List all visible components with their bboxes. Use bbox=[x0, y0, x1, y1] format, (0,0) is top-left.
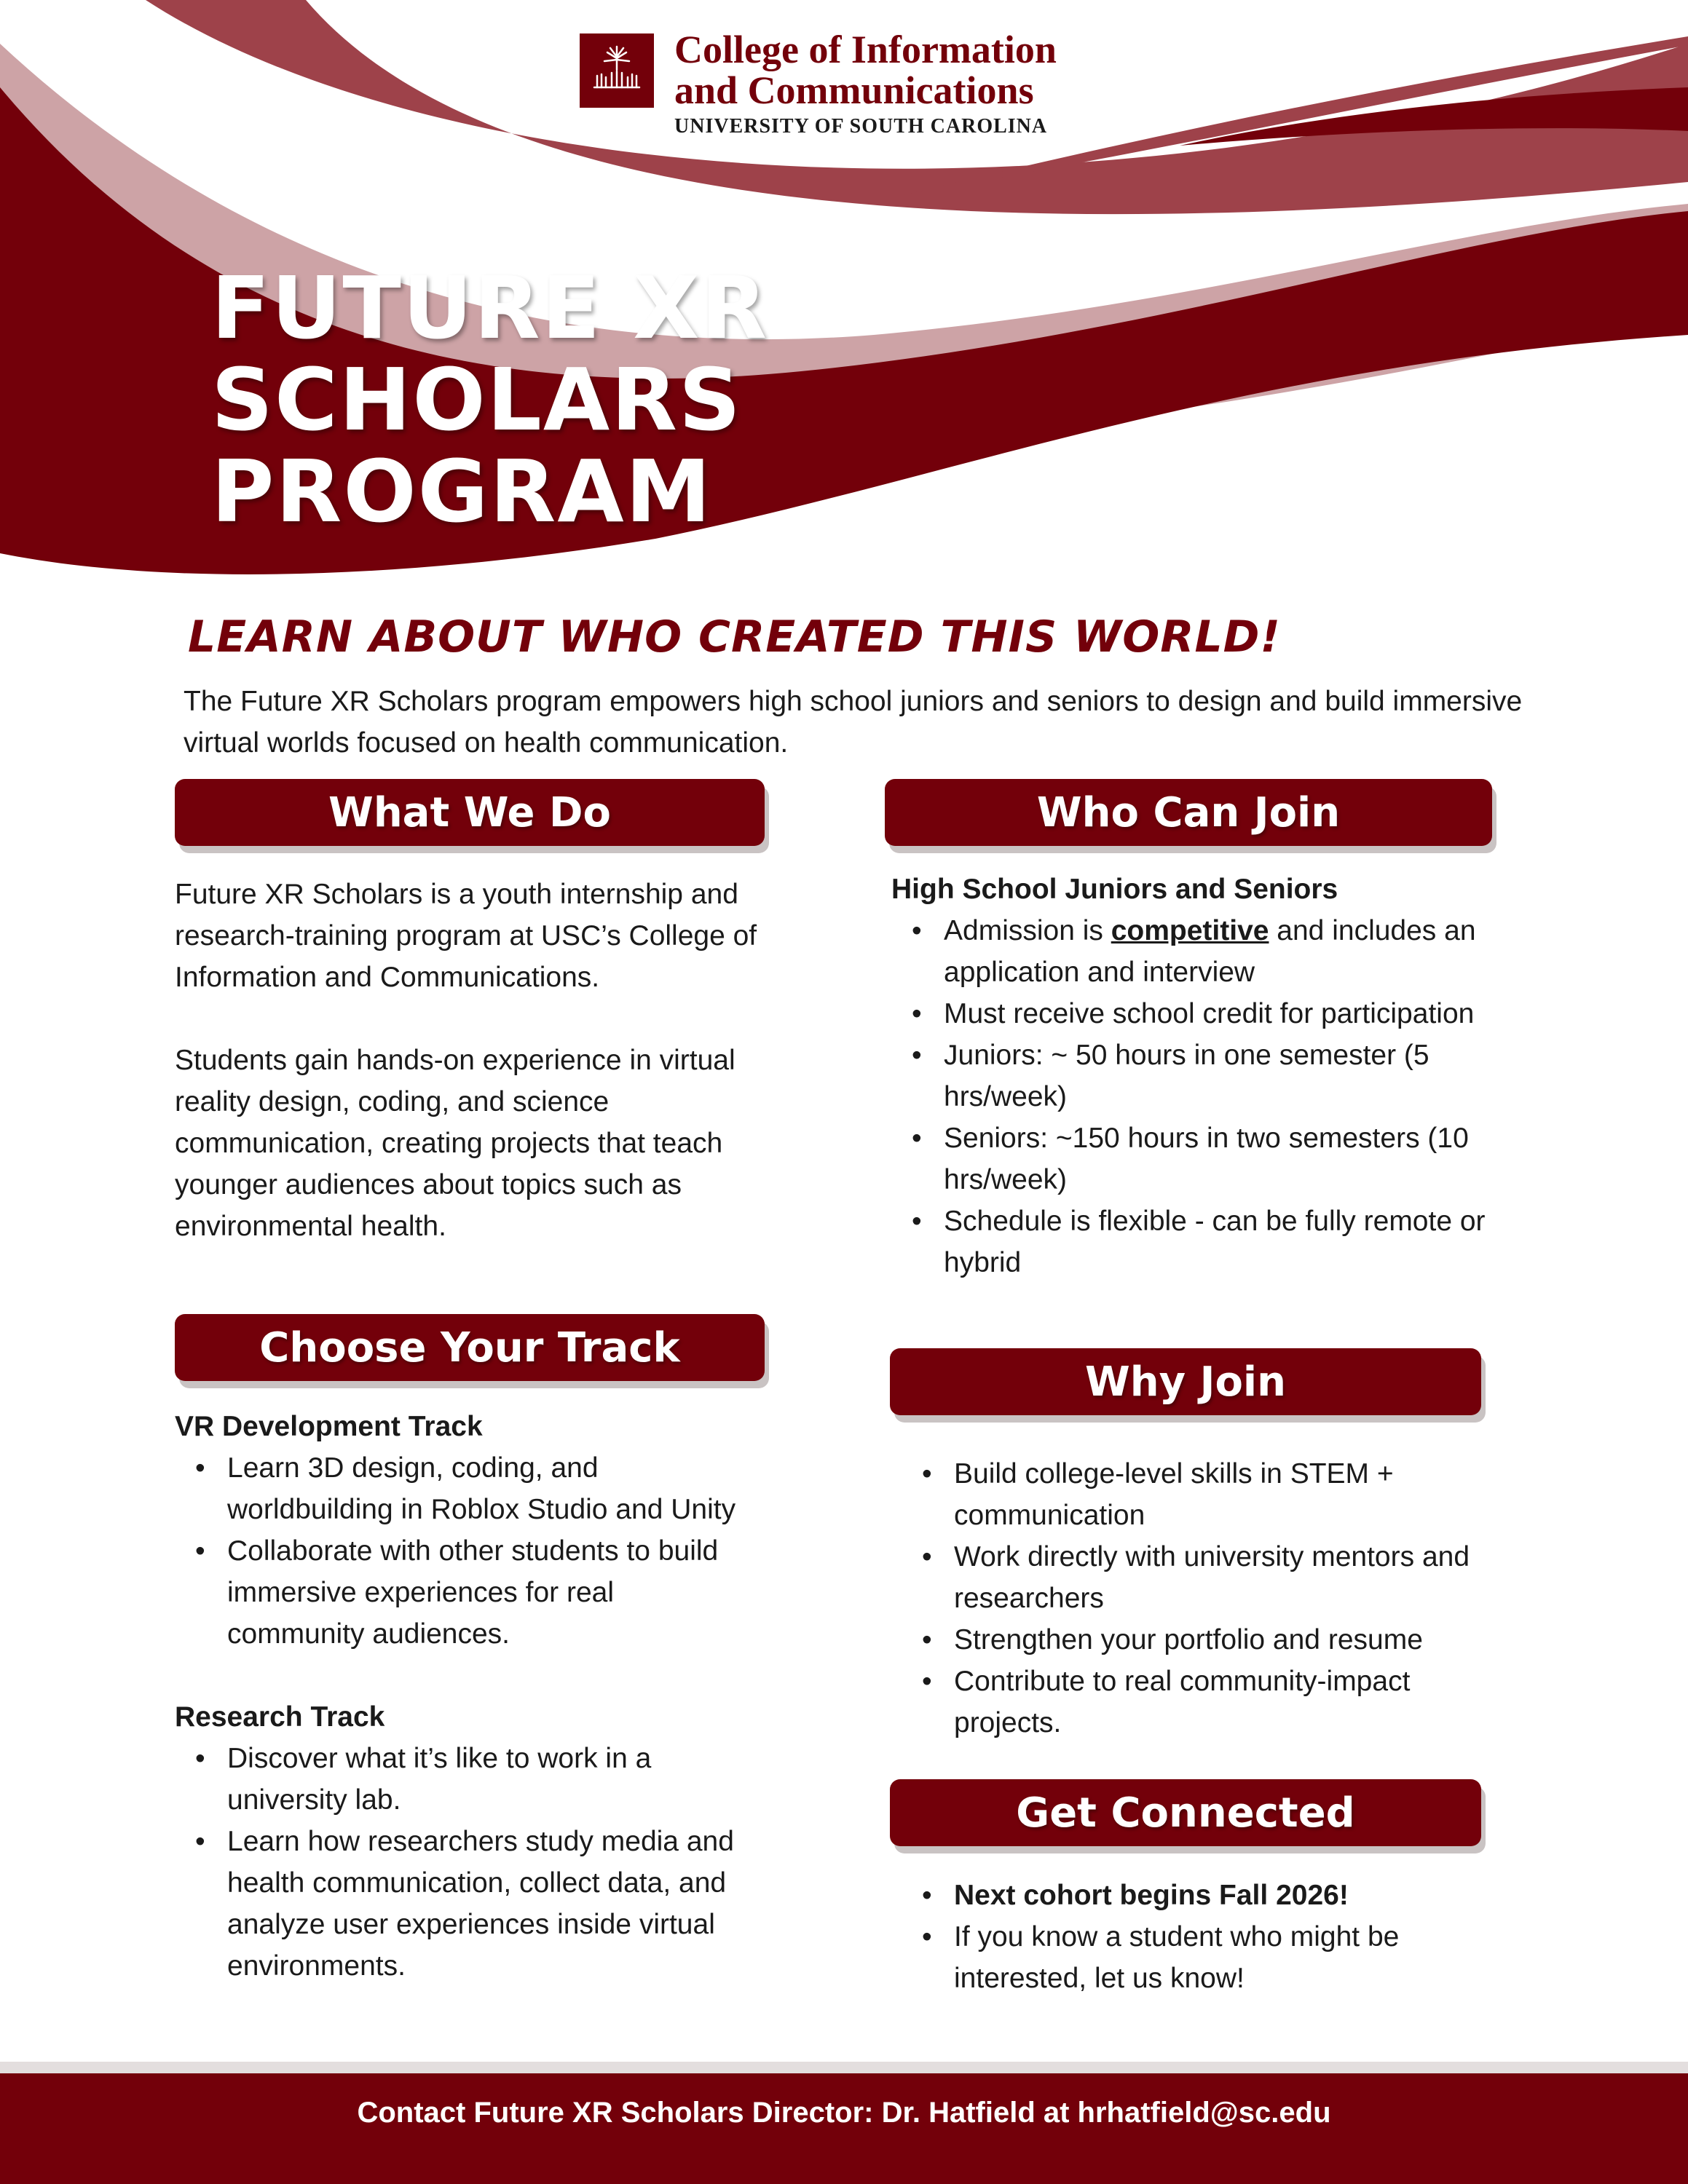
palmetto-tree-icon bbox=[588, 42, 645, 99]
list-item: • Seniors: ~150 hours in two semesters (10 hrs/week) bbox=[944, 1117, 1496, 1200]
list-item: • Learn 3D design, coding, and worldbuilding in Roblox Studio and Unity bbox=[227, 1447, 757, 1530]
who-can-join-list bbox=[891, 910, 1496, 1283]
research-track-title: Research Track bbox=[175, 1701, 385, 1733]
get-connected-section bbox=[902, 1875, 1491, 1999]
why-join-heading: Why Join bbox=[890, 1348, 1481, 1415]
bullet-icon: • bbox=[912, 998, 922, 1029]
bullet-icon: • bbox=[912, 1040, 922, 1071]
bullet-icon: • bbox=[922, 1458, 932, 1489]
bullet-icon: • bbox=[912, 1123, 922, 1154]
college-logo-mark bbox=[580, 33, 654, 108]
hero-title-line-1: FUTURE XR bbox=[211, 258, 769, 358]
get-connected-list bbox=[902, 1875, 1491, 1999]
list-item: • Strengthen your portfolio and resume bbox=[954, 1619, 1491, 1661]
list-item: • Juniors: ~ 50 hours in one semester (5 hrs/week) bbox=[944, 1034, 1496, 1117]
research-track-list bbox=[175, 1738, 757, 1987]
list-item: • Admission is competitive and includes an application and interview bbox=[944, 910, 1496, 993]
list-item: • If you know a student who might be interested, let us know! bbox=[954, 1916, 1491, 1999]
bullet-icon: • bbox=[912, 915, 922, 946]
list-item: • Learn how researchers study media and health communication, collect data, and analyze user experiences inside virtual environments. bbox=[227, 1821, 757, 1987]
bullet-icon: • bbox=[922, 1880, 932, 1911]
bullet-icon: • bbox=[922, 1624, 932, 1655]
list-item: • Schedule is flexible - can be fully remote or hybrid bbox=[944, 1200, 1496, 1283]
vr-track-title: VR Development Track bbox=[175, 1411, 483, 1442]
hero-title-line-2: SCHOLARS bbox=[211, 349, 743, 450]
bullet-icon: • bbox=[912, 1206, 922, 1237]
choose-track-section bbox=[175, 1406, 757, 1987]
logo-line-1: College of Information bbox=[674, 28, 1057, 71]
why-join-list bbox=[902, 1453, 1491, 1744]
competitive-emphasis: competitive bbox=[1111, 915, 1269, 946]
college-wordmark bbox=[674, 29, 1057, 138]
what-we-do-section bbox=[175, 874, 765, 1247]
bullet-icon: • bbox=[195, 1535, 205, 1567]
what-we-do-para-2: Students gain hands-on experience in virtual reality design, coding, and science communication, creating projects that teach younger audiences about topics such as environmental health. bbox=[175, 1045, 735, 1242]
choose-track-heading: Choose Your Track bbox=[175, 1314, 765, 1381]
hero-title bbox=[211, 258, 769, 542]
what-we-do-para-1: Future XR Scholars is a youth internship and research-training program at USC’s College of Information and Communications. bbox=[175, 879, 757, 993]
list-item: • Build college-level skills in STEM + communication bbox=[954, 1453, 1491, 1536]
footer-divider bbox=[0, 2062, 1688, 2073]
who-can-join-heading: Who Can Join bbox=[885, 779, 1492, 846]
list-item: • Work directly with university mentors and researchers bbox=[954, 1536, 1491, 1619]
bullet-icon: • bbox=[195, 1743, 205, 1774]
list-item: • Next cohort begins Fall 2026! bbox=[954, 1875, 1491, 1916]
list-item: • Must receive school credit for participation bbox=[944, 993, 1496, 1034]
list-item: • Discover what it’s like to work in a university lab. bbox=[227, 1738, 757, 1821]
intro-paragraph: The Future XR Scholars program empowers high school juniors and seniors to design and build immersive virtual worlds focused on health communication. bbox=[184, 686, 1523, 759]
who-can-join-section bbox=[891, 869, 1496, 1283]
get-connected-heading: Get Connected bbox=[890, 1779, 1481, 1846]
bullet-icon: • bbox=[922, 1921, 932, 1952]
who-can-join-subtitle: High School Juniors and Seniors bbox=[891, 874, 1338, 905]
hero-title-line-3: PROGRAM bbox=[211, 441, 713, 542]
bullet-icon: • bbox=[922, 1666, 932, 1697]
bullet-icon: • bbox=[195, 1826, 205, 1857]
what-we-do-heading: What We Do bbox=[175, 779, 765, 846]
tagline: LEARN ABOUT WHO CREATED THIS WORLD! bbox=[188, 612, 1281, 662]
vr-track-list bbox=[175, 1447, 757, 1655]
logo-line-2: and Communications bbox=[674, 68, 1034, 112]
bullet-icon: • bbox=[195, 1452, 205, 1484]
footer-contact: Contact Future XR Scholars Director: Dr. Hatfield at hrhatfield@sc.edu bbox=[357, 2097, 1331, 2129]
logo-university: UNIVERSITY OF SOUTH CAROLINA bbox=[674, 115, 1048, 138]
list-item: • Contribute to real community-impact projects. bbox=[954, 1661, 1491, 1744]
bullet-icon: • bbox=[922, 1541, 932, 1572]
why-join-section bbox=[902, 1453, 1491, 1744]
list-item: • Collaborate with other students to build immersive experiences for real community audiences. bbox=[227, 1530, 757, 1655]
